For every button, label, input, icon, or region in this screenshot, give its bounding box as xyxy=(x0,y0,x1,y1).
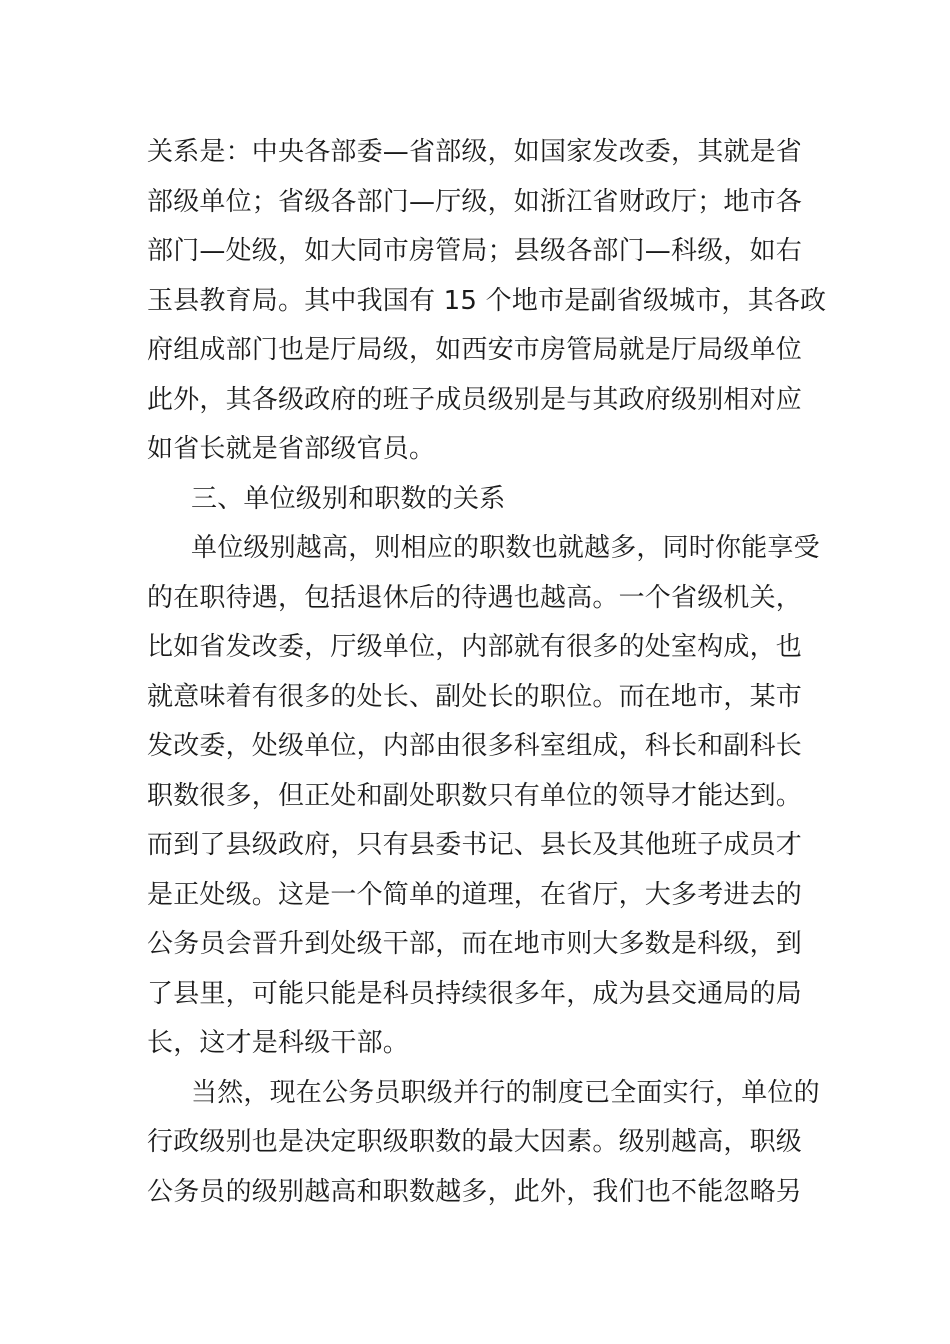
text-line: 行政级别也是决定职级职数的最大因素。级别越高，职级 xyxy=(147,1127,803,1157)
text-line: 如省长就是省部级官员。 xyxy=(147,434,436,464)
text-line: 是正处级。这是一个简单的道理，在省厅，大多考进去的 xyxy=(147,879,803,910)
body-text xyxy=(147,128,827,1217)
text-line: 部门—处级，如大同市房管局；县级各部门—科级，如右 xyxy=(147,236,803,266)
section-heading: 三、单位级别和职数的关系 xyxy=(191,483,506,514)
text-line: 部级单位；省级各部门—厅级，如浙江省财政厅；地市各 xyxy=(147,186,803,217)
text-line: 职数很多，但正处和副处职数只有单位的领导才能达到。 xyxy=(147,780,803,811)
text-line: 此外，其各级政府的班子成员级别是与其政府级别相对应 xyxy=(147,384,803,415)
text-line: 公务员的级别越高和职数越多，此外，我们也不能忽略另 xyxy=(147,1176,803,1207)
text-line: 关系是：中央各部委—省部级，如国家发改委，其就是省 xyxy=(147,137,803,167)
text-line: 就意味着有很多的处长、副处长的职位。而在地市，某市 xyxy=(147,681,803,712)
text-line: 当然，现在公务员职级并行的制度已全面实行，单位的 xyxy=(191,1077,820,1108)
text-line: 了县里，可能只能是科员持续很多年，成为县交通局的局 xyxy=(147,978,803,1009)
text-line: 而到了县级政府，只有县委书记、县长及其他班子成员才 xyxy=(147,830,803,860)
text-line: 长，这才是科级干部。 xyxy=(147,1028,410,1058)
text-line: 的在职待遇，包括退休后的待遇也越高。一个省级机关， xyxy=(147,582,803,613)
text-line: 玉县教育局。其中我国有 15 个地市是副省级城市，其各政 xyxy=(147,285,827,316)
text-line: 比如省发改委，厅级单位，内部就有很多的处室构成，也 xyxy=(147,632,803,662)
text-line: 府组成部门也是厅局级，如西安市房管局就是厅局级单位 xyxy=(147,335,803,365)
text-line: 公务员会晋升到处级干部，而在地市则大多数是科级，到 xyxy=(147,929,803,959)
text-line: 单位级别越高，则相应的职数也就越多，同时你能享受 xyxy=(191,533,820,563)
text-line: 发改委，处级单位，内部由很多科室组成，科长和副科长 xyxy=(147,731,803,761)
